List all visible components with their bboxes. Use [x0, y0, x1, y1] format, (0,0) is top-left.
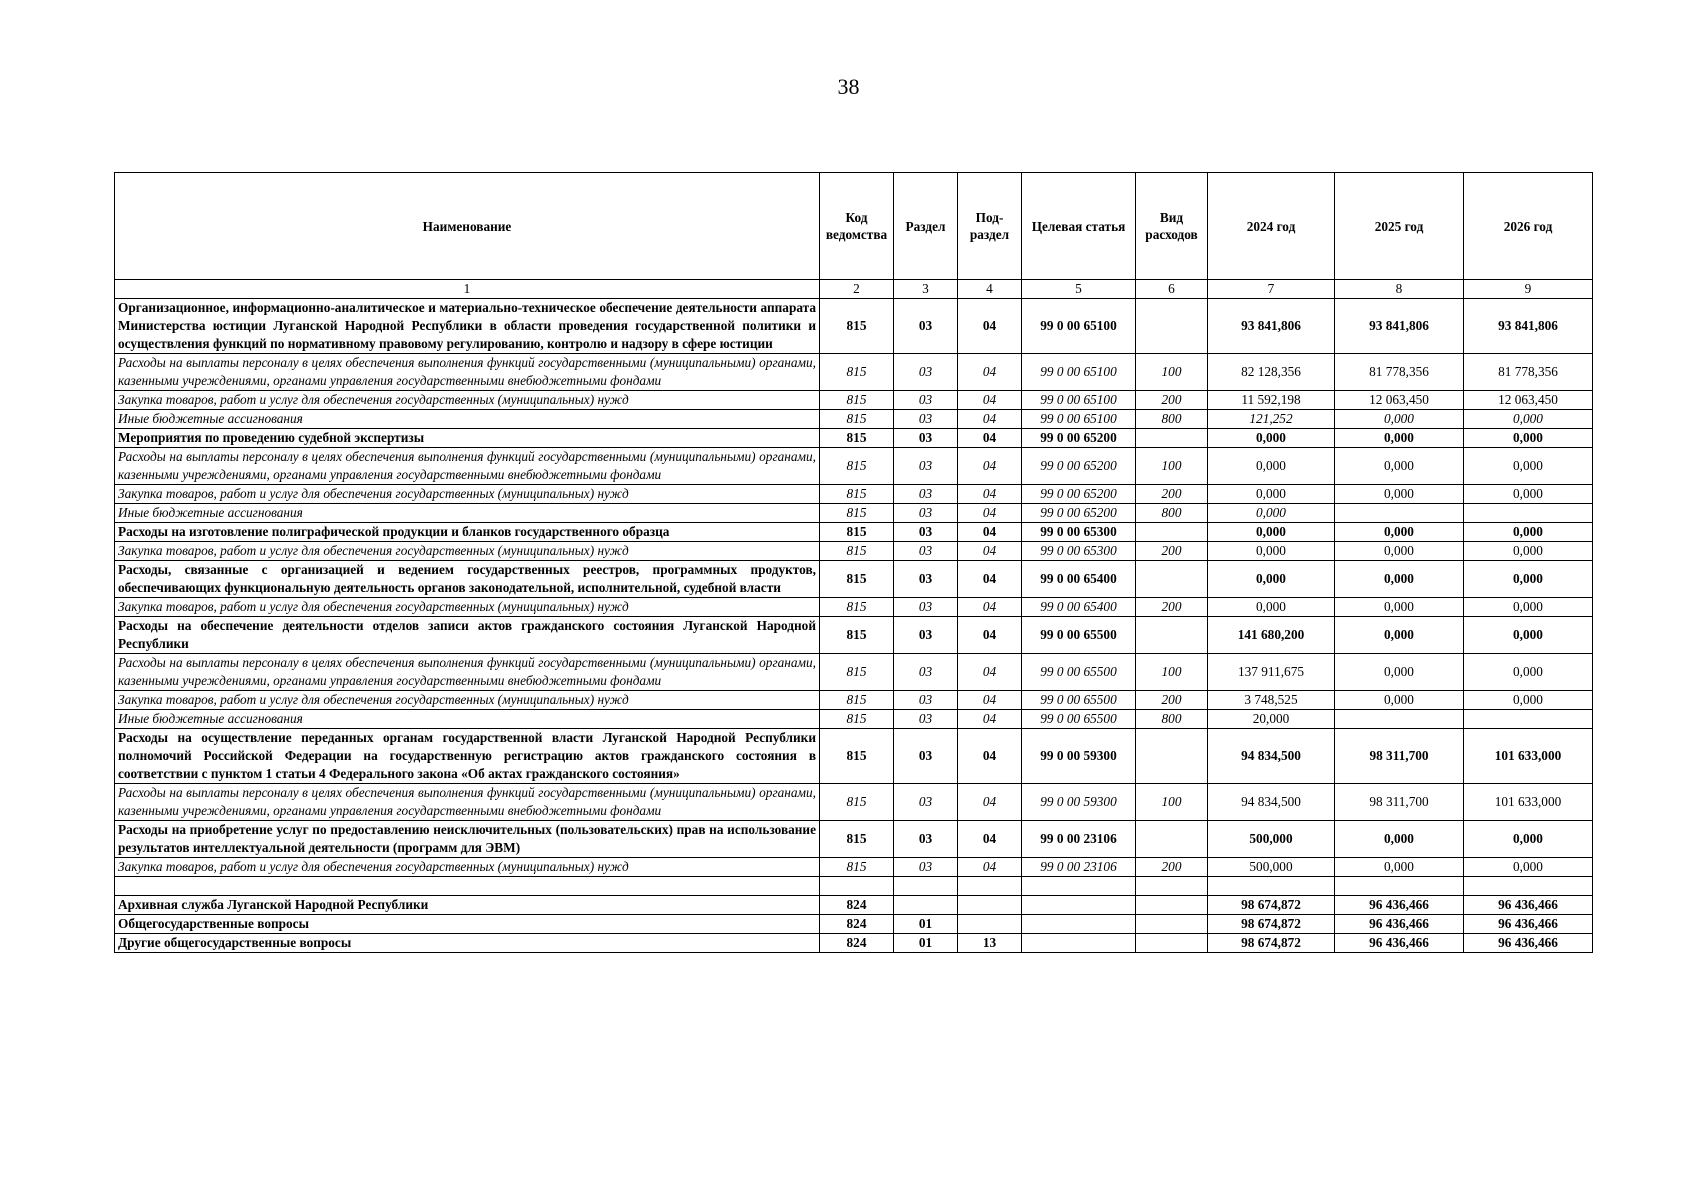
cell-expense-type	[1136, 429, 1208, 448]
cell-expense-type	[1136, 523, 1208, 542]
header-name: Наименование	[115, 173, 820, 280]
cell-expense-type	[1136, 934, 1208, 953]
cell-amount-2025: 98 311,700	[1335, 784, 1464, 821]
column-number: 7	[1208, 280, 1335, 299]
cell-amount-2025: 0,000	[1335, 821, 1464, 858]
cell-ved: 815	[820, 821, 894, 858]
cell-amount-2025	[1335, 710, 1464, 729]
cell-amount-2026: 0,000	[1464, 858, 1593, 877]
header-razdel: Раздел	[894, 173, 958, 280]
cell-amount-2026	[1464, 877, 1593, 896]
cell-razdel: 03	[894, 598, 958, 617]
cell-amount-2024: 0,000	[1208, 542, 1335, 561]
cell-podrazdel: 04	[958, 354, 1022, 391]
cell-podrazdel	[958, 877, 1022, 896]
budget-table	[114, 172, 1593, 953]
cell-ved: 824	[820, 915, 894, 934]
cell-razdel: 03	[894, 858, 958, 877]
cell-amount-2025: 0,000	[1335, 858, 1464, 877]
cell-amount-2026: 101 633,000	[1464, 729, 1593, 784]
cell-razdel: 03	[894, 710, 958, 729]
cell-podrazdel: 04	[958, 617, 1022, 654]
cell-razdel: 03	[894, 729, 958, 784]
table-row	[115, 354, 1593, 391]
row-name: Мероприятия по проведению судебной экспертизы	[115, 429, 820, 448]
table-row	[115, 561, 1593, 598]
cell-target-article: 99 0 00 65500	[1022, 691, 1136, 710]
column-number: 8	[1335, 280, 1464, 299]
column-number: 9	[1464, 280, 1593, 299]
row-name: Другие общегосударственные вопросы	[115, 934, 820, 953]
cell-expense-type: 200	[1136, 858, 1208, 877]
cell-amount-2024: 94 834,500	[1208, 729, 1335, 784]
cell-ved: 815	[820, 691, 894, 710]
row-name: Иные бюджетные ассигнования	[115, 710, 820, 729]
cell-razdel: 03	[894, 784, 958, 821]
cell-razdel	[894, 877, 958, 896]
cell-amount-2026: 96 436,466	[1464, 915, 1593, 934]
table-row	[115, 729, 1593, 784]
cell-amount-2024: 141 680,200	[1208, 617, 1335, 654]
cell-podrazdel	[958, 896, 1022, 915]
row-name: Общегосударственные вопросы	[115, 915, 820, 934]
row-name: Расходы, связанные с организацией и ведением государственных реестров, программных продуктов, обеспечивающих функциональную деятельность органов законодательной, исполнительной, судебной власти	[115, 561, 820, 598]
row-name: Иные бюджетные ассигнования	[115, 410, 820, 429]
cell-podrazdel: 04	[958, 821, 1022, 858]
cell-razdel: 03	[894, 485, 958, 504]
cell-amount-2026: 0,000	[1464, 617, 1593, 654]
cell-amount-2026: 0,000	[1464, 561, 1593, 598]
table-row	[115, 598, 1593, 617]
cell-target-article: 99 0 00 65100	[1022, 410, 1136, 429]
cell-expense-type: 200	[1136, 391, 1208, 410]
cell-amount-2026: 0,000	[1464, 821, 1593, 858]
cell-podrazdel	[958, 915, 1022, 934]
cell-podrazdel: 04	[958, 784, 1022, 821]
header-ved: Код ведомства	[820, 173, 894, 280]
cell-razdel: 03	[894, 504, 958, 523]
row-name: Расходы на выплаты персоналу в целях обеспечения выполнения функций государственными (муниципальными) органами, казенными учреждениями, органами управления государственными внебюджетными фондами	[115, 654, 820, 691]
cell-amount-2026: 0,000	[1464, 448, 1593, 485]
row-name: Иные бюджетные ассигнования	[115, 504, 820, 523]
cell-expense-type: 100	[1136, 354, 1208, 391]
cell-amount-2026: 0,000	[1464, 598, 1593, 617]
cell-ved: 815	[820, 654, 894, 691]
cell-ved: 815	[820, 729, 894, 784]
cell-amount-2024: 98 674,872	[1208, 915, 1335, 934]
cell-amount-2025: 96 436,466	[1335, 934, 1464, 953]
column-number: 3	[894, 280, 958, 299]
header-row	[115, 173, 1593, 280]
cell-expense-type	[1136, 821, 1208, 858]
cell-expense-type	[1136, 617, 1208, 654]
row-name: Расходы на изготовление полиграфической продукции и бланков государственного образца	[115, 523, 820, 542]
cell-podrazdel: 04	[958, 858, 1022, 877]
cell-amount-2025: 96 436,466	[1335, 915, 1464, 934]
cell-amount-2025: 0,000	[1335, 617, 1464, 654]
cell-amount-2025: 0,000	[1335, 448, 1464, 485]
cell-amount-2024: 20,000	[1208, 710, 1335, 729]
header-statya: Целевая статья	[1022, 173, 1136, 280]
table-row	[115, 934, 1593, 953]
cell-target-article: 99 0 00 65300	[1022, 523, 1136, 542]
cell-expense-type: 200	[1136, 598, 1208, 617]
cell-target-article	[1022, 934, 1136, 953]
column-number: 6	[1136, 280, 1208, 299]
cell-target-article: 99 0 00 65500	[1022, 710, 1136, 729]
table-row	[115, 504, 1593, 523]
table-row	[115, 410, 1593, 429]
cell-amount-2024: 0,000	[1208, 448, 1335, 485]
table-row	[115, 448, 1593, 485]
cell-razdel: 03	[894, 299, 958, 354]
cell-ved: 815	[820, 617, 894, 654]
cell-amount-2025	[1335, 877, 1464, 896]
cell-amount-2025: 0,000	[1335, 410, 1464, 429]
row-name: Закупка товаров, работ и услуг для обеспечения государственных (муниципальных) нужд	[115, 485, 820, 504]
cell-ved: 815	[820, 429, 894, 448]
cell-amount-2026: 101 633,000	[1464, 784, 1593, 821]
row-name: Закупка товаров, работ и услуг для обеспечения государственных (муниципальных) нужд	[115, 598, 820, 617]
table-row	[115, 429, 1593, 448]
cell-podrazdel: 04	[958, 299, 1022, 354]
cell-amount-2024: 500,000	[1208, 858, 1335, 877]
cell-expense-type	[1136, 561, 1208, 598]
table-row	[115, 784, 1593, 821]
cell-expense-type: 200	[1136, 542, 1208, 561]
table-row	[115, 299, 1593, 354]
cell-ved: 815	[820, 710, 894, 729]
table-row	[115, 858, 1593, 877]
header-vid: Вид расходов	[1136, 173, 1208, 280]
cell-target-article: 99 0 00 65400	[1022, 561, 1136, 598]
cell-expense-type	[1136, 915, 1208, 934]
cell-expense-type: 200	[1136, 691, 1208, 710]
cell-ved: 815	[820, 858, 894, 877]
cell-amount-2024: 94 834,500	[1208, 784, 1335, 821]
cell-razdel: 03	[894, 523, 958, 542]
cell-target-article: 99 0 00 65500	[1022, 617, 1136, 654]
cell-razdel: 03	[894, 561, 958, 598]
cell-ved: 815	[820, 354, 894, 391]
table-row	[115, 710, 1593, 729]
cell-amount-2026: 96 436,466	[1464, 896, 1593, 915]
cell-amount-2024: 82 128,356	[1208, 354, 1335, 391]
cell-razdel: 03	[894, 821, 958, 858]
cell-expense-type: 800	[1136, 710, 1208, 729]
column-number: 5	[1022, 280, 1136, 299]
cell-ved: 815	[820, 523, 894, 542]
cell-amount-2024: 98 674,872	[1208, 896, 1335, 915]
cell-target-article: 99 0 00 65200	[1022, 485, 1136, 504]
cell-target-article: 99 0 00 65100	[1022, 391, 1136, 410]
cell-razdel: 01	[894, 934, 958, 953]
cell-podrazdel: 04	[958, 729, 1022, 784]
cell-razdel: 03	[894, 410, 958, 429]
cell-amount-2024: 0,000	[1208, 429, 1335, 448]
table-body	[115, 299, 1593, 953]
row-name: Расходы на выплаты персоналу в целях обеспечения выполнения функций государственными (муниципальными) органами, казенными учреждениями, органами управления государственными внебюджетными фондами	[115, 784, 820, 821]
cell-amount-2026: 0,000	[1464, 542, 1593, 561]
row-name: Расходы на обеспечение деятельности отделов записи актов гражданского состояния Луганской Народной Республики	[115, 617, 820, 654]
cell-amount-2025: 98 311,700	[1335, 729, 1464, 784]
cell-amount-2026	[1464, 504, 1593, 523]
cell-podrazdel: 04	[958, 485, 1022, 504]
cell-target-article: 99 0 00 65300	[1022, 542, 1136, 561]
table-row	[115, 691, 1593, 710]
cell-podrazdel: 04	[958, 598, 1022, 617]
cell-podrazdel: 04	[958, 391, 1022, 410]
cell-amount-2025	[1335, 504, 1464, 523]
cell-amount-2024: 500,000	[1208, 821, 1335, 858]
cell-amount-2026: 0,000	[1464, 485, 1593, 504]
cell-amount-2025: 0,000	[1335, 598, 1464, 617]
cell-amount-2024: 0,000	[1208, 523, 1335, 542]
cell-amount-2024: 11 592,198	[1208, 391, 1335, 410]
cell-ved: 815	[820, 410, 894, 429]
cell-amount-2024: 137 911,675	[1208, 654, 1335, 691]
table-row	[115, 391, 1593, 410]
cell-podrazdel: 04	[958, 504, 1022, 523]
cell-amount-2024: 3 748,525	[1208, 691, 1335, 710]
cell-target-article: 99 0 00 65400	[1022, 598, 1136, 617]
cell-podrazdel: 04	[958, 448, 1022, 485]
cell-amount-2024: 121,252	[1208, 410, 1335, 429]
cell-razdel: 03	[894, 429, 958, 448]
cell-amount-2026	[1464, 710, 1593, 729]
cell-ved: 815	[820, 448, 894, 485]
cell-expense-type: 100	[1136, 784, 1208, 821]
cell-ved	[820, 877, 894, 896]
cell-ved: 815	[820, 299, 894, 354]
cell-expense-type	[1136, 299, 1208, 354]
cell-podrazdel: 04	[958, 654, 1022, 691]
table-row	[115, 654, 1593, 691]
cell-amount-2024: 0,000	[1208, 561, 1335, 598]
cell-target-article	[1022, 915, 1136, 934]
cell-amount-2024: 93 841,806	[1208, 299, 1335, 354]
cell-target-article	[1022, 877, 1136, 896]
column-number-row	[115, 280, 1593, 299]
column-number: 4	[958, 280, 1022, 299]
cell-amount-2025: 0,000	[1335, 485, 1464, 504]
cell-podrazdel: 04	[958, 691, 1022, 710]
cell-amount-2026: 81 778,356	[1464, 354, 1593, 391]
cell-target-article: 99 0 00 23106	[1022, 858, 1136, 877]
cell-target-article: 99 0 00 65100	[1022, 354, 1136, 391]
header-2025: 2025 год	[1335, 173, 1464, 280]
cell-razdel: 03	[894, 542, 958, 561]
row-name: Организационное, информационно-аналитическое и материально-техническое обеспечение деятельности аппарата Министерства юстиции Луганской Народной Республики в области проведения государственной политики и осуществления функций по нормативному правовому регулированию, контролю и надзору в сфере юстиции	[115, 299, 820, 354]
cell-amount-2026: 12 063,450	[1464, 391, 1593, 410]
cell-amount-2025: 0,000	[1335, 561, 1464, 598]
cell-target-article: 99 0 00 65500	[1022, 654, 1136, 691]
cell-amount-2025: 93 841,806	[1335, 299, 1464, 354]
cell-target-article: 99 0 00 65200	[1022, 504, 1136, 523]
row-name: Архивная служба Луганской Народной Республики	[115, 896, 820, 915]
cell-amount-2026: 0,000	[1464, 523, 1593, 542]
table-row	[115, 485, 1593, 504]
cell-ved: 815	[820, 504, 894, 523]
row-name: Закупка товаров, работ и услуг для обеспечения государственных (муниципальных) нужд	[115, 542, 820, 561]
row-name: Закупка товаров, работ и услуг для обеспечения государственных (муниципальных) нужд	[115, 691, 820, 710]
cell-amount-2025: 0,000	[1335, 429, 1464, 448]
cell-target-article	[1022, 896, 1136, 915]
cell-ved: 824	[820, 896, 894, 915]
cell-amount-2025: 12 063,450	[1335, 391, 1464, 410]
column-number: 2	[820, 280, 894, 299]
row-name: Закупка товаров, работ и услуг для обеспечения государственных (муниципальных) нужд	[115, 858, 820, 877]
cell-amount-2025: 96 436,466	[1335, 896, 1464, 915]
page-number: 38	[837, 74, 860, 99]
cell-amount-2025: 0,000	[1335, 654, 1464, 691]
cell-amount-2024	[1208, 877, 1335, 896]
cell-target-article: 99 0 00 65100	[1022, 299, 1136, 354]
cell-razdel: 03	[894, 617, 958, 654]
cell-expense-type	[1136, 877, 1208, 896]
cell-podrazdel: 04	[958, 542, 1022, 561]
cell-expense-type: 800	[1136, 410, 1208, 429]
row-name: Расходы на выплаты персоналу в целях обеспечения выполнения функций государственными (муниципальными) органами, казенными учреждениями, органами управления государственными внебюджетными фондами	[115, 354, 820, 391]
cell-podrazdel: 04	[958, 410, 1022, 429]
cell-razdel	[894, 896, 958, 915]
cell-podrazdel: 13	[958, 934, 1022, 953]
cell-ved: 815	[820, 598, 894, 617]
cell-expense-type: 800	[1136, 504, 1208, 523]
cell-razdel: 01	[894, 915, 958, 934]
column-number: 1	[115, 280, 820, 299]
cell-expense-type: 100	[1136, 654, 1208, 691]
row-name: Расходы на выплаты персоналу в целях обеспечения выполнения функций государственными (муниципальными) органами, казенными учреждениями, органами управления государственными внебюджетными фондами	[115, 448, 820, 485]
cell-amount-2026: 96 436,466	[1464, 934, 1593, 953]
cell-ved: 815	[820, 784, 894, 821]
cell-razdel: 03	[894, 448, 958, 485]
cell-amount-2026: 0,000	[1464, 429, 1593, 448]
table-row	[115, 896, 1593, 915]
cell-target-article: 99 0 00 23106	[1022, 821, 1136, 858]
cell-razdel: 03	[894, 391, 958, 410]
cell-target-article: 99 0 00 59300	[1022, 729, 1136, 784]
cell-ved: 815	[820, 485, 894, 504]
cell-amount-2025: 81 778,356	[1335, 354, 1464, 391]
header-2024: 2024 год	[1208, 173, 1335, 280]
cell-amount-2024: 0,000	[1208, 485, 1335, 504]
cell-podrazdel: 04	[958, 561, 1022, 598]
cell-ved: 815	[820, 561, 894, 598]
cell-target-article: 99 0 00 59300	[1022, 784, 1136, 821]
header-podrazdel: Под-раздел	[958, 173, 1022, 280]
row-name: Расходы на приобретение услуг по предоставлению неисключительных (пользовательских) прав на использование результатов интеллектуальной деятельности (программ для ЭВМ)	[115, 821, 820, 858]
table-row	[115, 542, 1593, 561]
cell-amount-2025: 0,000	[1335, 691, 1464, 710]
cell-amount-2026: 0,000	[1464, 691, 1593, 710]
cell-expense-type	[1136, 729, 1208, 784]
cell-expense-type	[1136, 896, 1208, 915]
cell-podrazdel: 04	[958, 523, 1022, 542]
row-name	[115, 877, 820, 896]
row-name: Закупка товаров, работ и услуг для обеспечения государственных (муниципальных) нужд	[115, 391, 820, 410]
cell-amount-2025: 0,000	[1335, 523, 1464, 542]
table-row	[115, 523, 1593, 542]
cell-razdel: 03	[894, 691, 958, 710]
row-name: Расходы на осуществление переданных органам государственной власти Луганской Народной Республики полномочий Российской Федерации на государственную регистрацию актов гражданского состояния в соответствии с пунктом 1 статьи 4 Федерального закона «Об актах гражданского состояния»	[115, 729, 820, 784]
table-row	[115, 877, 1593, 896]
cell-podrazdel: 04	[958, 710, 1022, 729]
cell-amount-2024: 0,000	[1208, 598, 1335, 617]
cell-target-article: 99 0 00 65200	[1022, 448, 1136, 485]
table-row	[115, 821, 1593, 858]
cell-amount-2024: 98 674,872	[1208, 934, 1335, 953]
cell-amount-2026: 93 841,806	[1464, 299, 1593, 354]
table-row	[115, 617, 1593, 654]
cell-podrazdel: 04	[958, 429, 1022, 448]
cell-ved: 815	[820, 391, 894, 410]
cell-razdel: 03	[894, 354, 958, 391]
cell-amount-2025: 0,000	[1335, 542, 1464, 561]
cell-amount-2026: 0,000	[1464, 410, 1593, 429]
cell-amount-2024: 0,000	[1208, 504, 1335, 523]
table-row	[115, 915, 1593, 934]
cell-amount-2026: 0,000	[1464, 654, 1593, 691]
header-2026: 2026 год	[1464, 173, 1593, 280]
cell-ved: 815	[820, 542, 894, 561]
cell-ved: 824	[820, 934, 894, 953]
cell-razdel: 03	[894, 654, 958, 691]
cell-expense-type: 100	[1136, 448, 1208, 485]
cell-target-article: 99 0 00 65200	[1022, 429, 1136, 448]
cell-expense-type: 200	[1136, 485, 1208, 504]
